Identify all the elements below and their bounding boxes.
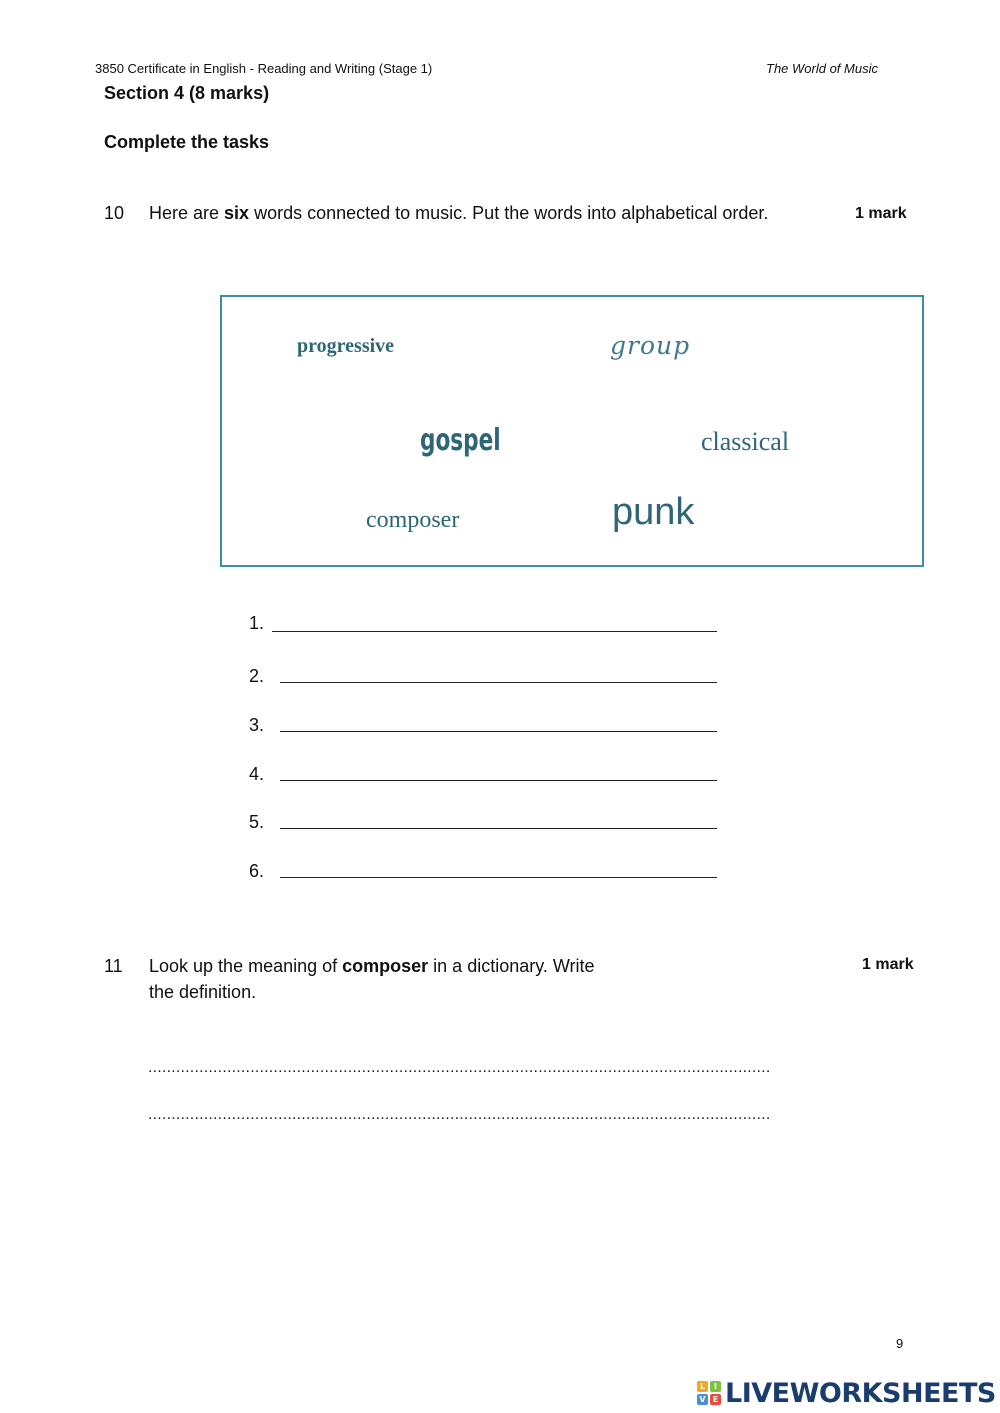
section-title: Section 4 (8 marks) [104,83,270,103]
question-10-text-start: Here are [149,203,225,223]
question-10-number: 10 [104,203,125,223]
answer-line-6[interactable] [280,877,717,878]
question-11-text-line2: the definition. [149,982,257,1002]
word-classical: classical [701,427,790,456]
answer-label-5: 5. [249,812,265,832]
logo-tile-i: I [710,1381,721,1392]
word-group: group [610,331,691,360]
header-course-title: 3850 Certificate in English - Reading and Writing (Stage 1) [95,61,433,76]
tasks-title: Complete the tasks [104,132,270,152]
answer-line-2[interactable] [280,682,717,683]
word-punk: punk [612,491,695,533]
question-10-mark: 1 mark [855,205,907,222]
word-gospel: gospel [420,423,501,458]
question-11-text-bold: composer [342,956,429,976]
answer-line-4[interactable] [280,780,717,781]
logo-tile-v: V [697,1394,708,1405]
liveworksheets-wordmark: LIVEWORKSHEETS [725,1377,996,1409]
answer-line-5[interactable] [280,828,717,829]
question-11-text-end: in a dictionary. Write [428,956,595,976]
page-number: 9 [896,1336,904,1351]
answer-line-3[interactable] [280,731,717,732]
definition-line-2[interactable]: ...................................................................................................................................... [148,1106,771,1123]
header-unit-title: The World of Music [766,61,878,76]
question-11-mark: 1 mark [862,956,914,973]
definition-line-1[interactable]: ...................................................................................................................................... [148,1059,771,1076]
question-10-text [149,200,768,226]
word-composer: composer [366,507,460,533]
word-box [220,295,924,567]
liveworksheets-logo [697,1376,996,1410]
logo-tile-e: E [710,1394,721,1405]
question-10-text-end: words connected to music. Put the words into alphabetical order. [249,203,769,223]
word-progressive: progressive [297,335,395,357]
answer-label-6: 6. [249,861,265,881]
answer-label-4: 4. [249,764,265,784]
question-11-text [149,953,595,1005]
logo-tile-l: L [697,1381,708,1392]
answer-label-1: 1. [249,613,265,633]
question-11-number: 11 [104,956,123,976]
question-11-text-start: Look up the meaning of [149,956,343,976]
question-10-text-bold: six [224,203,250,223]
answer-label-2: 2. [249,666,265,686]
answer-line-1[interactable] [272,631,717,632]
answer-label-3: 3. [249,715,265,735]
liveworksheets-icon [697,1381,721,1405]
